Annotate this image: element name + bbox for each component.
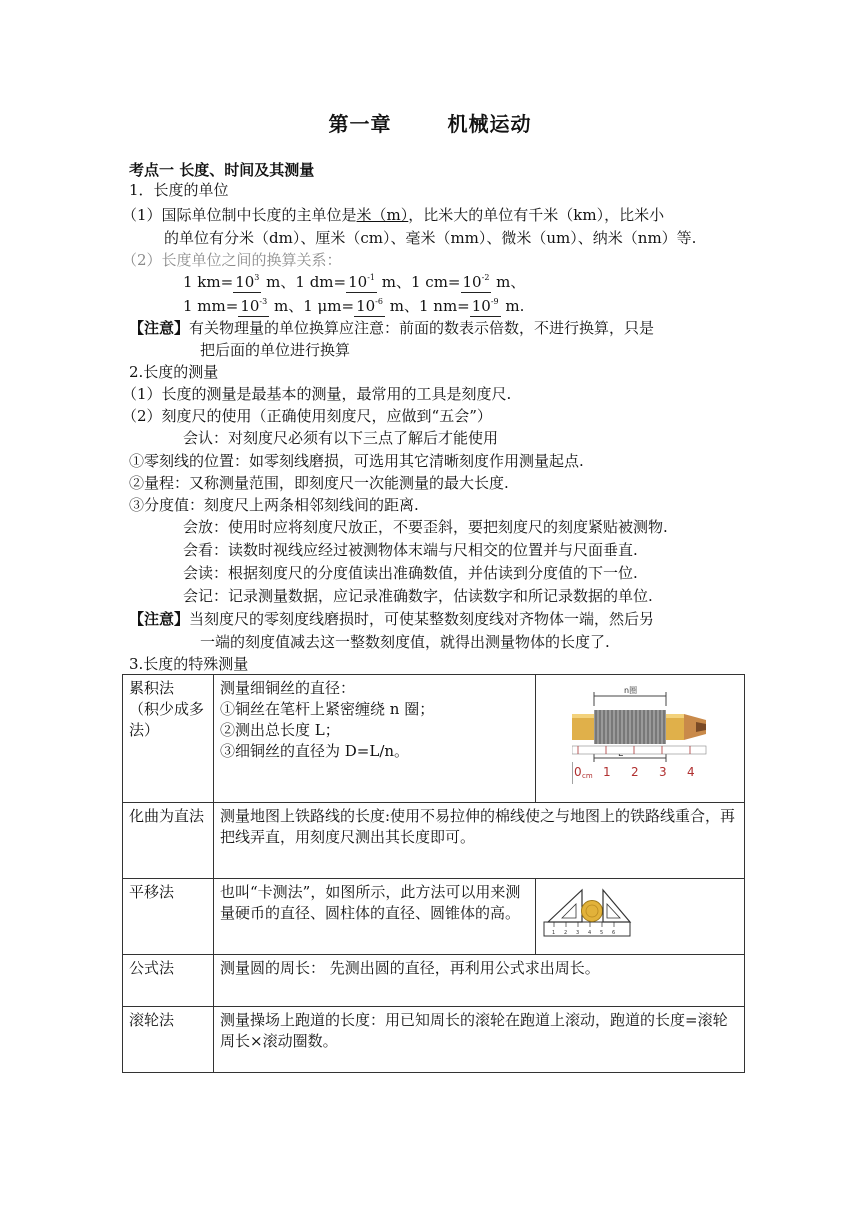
- table-row: [123, 879, 745, 955]
- measure-line-6: ③分度值：刻度尺上两条相邻刻线间的距离.: [129, 496, 419, 514]
- units-para1: （1）国际单位制中长度的主单位是米（m），比米大的单位有千米（km），比米小: [122, 206, 665, 224]
- method-name: 平移法: [123, 879, 214, 955]
- conversion-line-2: 1 $mm= 10^{-3}$ m、1 $\mu m= 10^{-6}$ m、1 $nm= 10^{-9}$ m.: [183, 297, 525, 315]
- chapter-name: 机械运动: [447, 112, 532, 136]
- wire-coil-ruler-figure: [572, 684, 708, 784]
- measure-note: 【注意】当刻度尺的零刻度线磨损时，可使某整数刻度线对齐物体一端，然后另: [129, 610, 655, 628]
- note-tag: 【注意】: [129, 319, 190, 337]
- measure-line-4: ①零刻线的位置：如零刻线磨损，可选用其它清晰刻度作用测量起点.: [129, 452, 584, 470]
- ruler-unit: cm: [582, 772, 593, 780]
- method-name: 化曲为直法: [123, 803, 214, 879]
- measure-line-2: （2）刻度尺的使用（正确使用刻度尺，应做到“五会”）: [122, 407, 492, 425]
- method-desc: 测量圆的周长： 先测出圆的直径，再利用公式求出周长。: [214, 955, 745, 1007]
- figure-cell: [536, 675, 745, 803]
- base-tick-4: 4: [588, 930, 592, 936]
- conversion-line-1: 1 $km= 10^3$ m、1 $dm= 10^{-1}$ m、1 $cm= 10^{-2}$ m、: [183, 273, 526, 291]
- table-row: [123, 1007, 745, 1073]
- measure-line-9: 会读：根据刻度尺的分度值读出准确数值，并估读到分度值的下一位.: [183, 564, 638, 582]
- chapter-title: [0, 108, 860, 137]
- base-tick-6: 6: [612, 930, 616, 936]
- measure-line-7: 会放：使用时应将刻度尺放正，不要歪斜，要把刻度尺的刻度紧贴被测物.: [183, 518, 668, 536]
- method-name: 公式法: [123, 955, 214, 1007]
- method-desc: 测量操场上跑道的长度：用已知周长的滚轮在跑道上滚动，跑道的长度=滚轮周长×滚动圈数。: [214, 1007, 745, 1073]
- special-heading: 3.长度的特殊测量: [129, 655, 249, 673]
- figure-cell: [536, 879, 745, 955]
- ruler-tick-2: 2: [631, 765, 639, 779]
- measure-heading: 2.长度的测量: [129, 363, 219, 381]
- measure-line-8: 会看：读数时视线应经过被测物体末端与尺相交的位置并与尺面垂直.: [183, 541, 638, 559]
- base-tick-1: 1: [552, 930, 556, 936]
- table-row: [123, 955, 745, 1007]
- base-tick-5: 5: [600, 930, 604, 936]
- special-methods-table: [122, 674, 745, 1073]
- units-para2: （2）长度单位之间的换算关系：: [122, 251, 342, 269]
- measure-line-5: ②量程：又称测量范围，即刻度尺一次能测量的最大长度.: [129, 474, 509, 492]
- ruler-tick-3: 3: [659, 765, 667, 779]
- chapter-number: 第一章: [328, 112, 392, 136]
- method-desc: 测量地图上铁路线的长度:使用不易拉伸的棉线使之与地图上的铁路线重合，再把线弄直，用刻度尺测出其长度即可。: [214, 803, 745, 879]
- ruler-tick-1: 1: [603, 765, 611, 779]
- method-desc: 测量细铜丝的直径： ①铜丝在笔杆上紧密缠绕 n 圈； ②测出总长度 L； ③细铜丝的直径为 D=L/n。: [214, 675, 536, 803]
- measure-line-1: （1）长度的测量是最基本的测量，最常用的工具是刻度尺.: [122, 385, 512, 403]
- units-para1-cont: 的单位有分米（dm）、厘米（cm）、毫米（mm）、微米（um）、纳米（nm）等.: [164, 229, 697, 247]
- units-note: 【注意】有关物理量的单位换算应注意：前面的数表示倍数，不进行换算，只是: [129, 319, 655, 337]
- method-desc: 也叫“卡测法”，如图所示，此方法可以用来测量硬币的直径、圆柱体的直径、圆锥体的高。: [214, 879, 536, 955]
- note-tag: 【注意】: [129, 610, 190, 628]
- table-row: [123, 675, 745, 803]
- method-name: 滚轮法: [123, 1007, 214, 1073]
- table-row: [123, 803, 745, 879]
- measure-line-3: 会认：对刻度尺必须有以下三点了解后才能使用: [183, 429, 499, 447]
- measure-note-cont: 一端的刻度值减去这一整数刻度值，就得出测量物体的长度了.: [200, 633, 610, 651]
- section-heading: 考点一 长度、时间及其测量: [129, 161, 315, 179]
- base-tick-2: 2: [564, 930, 568, 936]
- units-heading: 1．长度的单位: [129, 181, 229, 199]
- label-n-turns: n圈: [624, 686, 638, 695]
- caliper-triangle-figure: [542, 886, 636, 940]
- main-unit: 米（m）: [356, 206, 409, 224]
- ruler-tick-4: 4: [687, 765, 695, 779]
- method-name: 累积法 （积少成多法）: [123, 675, 214, 803]
- base-tick-3: 3: [576, 930, 580, 936]
- measure-line-10: 会记：记录测量数据，应记录准确数字，估读数字和所记录数据的单位.: [183, 587, 653, 605]
- units-note-cont: 把后面的单位进行换算: [200, 341, 351, 359]
- ruler-tick-0: 0: [574, 765, 582, 779]
